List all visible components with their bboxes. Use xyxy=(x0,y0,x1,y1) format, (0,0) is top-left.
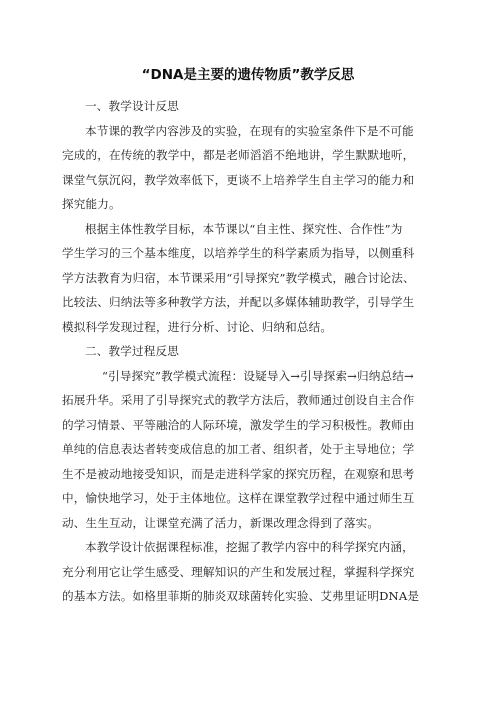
paragraph-line: 单纯的信息表达者转变成信息的加工者、组织者，处于主导地位；学 xyxy=(62,442,415,456)
paragraph-line: 模拟科学发现过程，进行分析、讨论、归纳和总结。 xyxy=(62,319,333,334)
paragraph-line: 学生学习的三个基本维度，以培养学生的科学素质为指导，以侧重科 xyxy=(62,246,415,260)
paragraph-line: 的基本方法。如格里菲斯的肺炎双球菌转化实验、艾弗里证明DNA是 xyxy=(62,589,420,603)
paragraph-line: 课堂气氛沉闷，教学效率低下，更谈不上培养学生自主学习的能力和 xyxy=(62,172,415,187)
paragraph-line: 完成的，在传统的教学中，都是老师滔滔不绝地讲，学生默默地听， xyxy=(62,148,415,162)
paragraph-line: 本节课的教学内容涉及的实验，在现有的实验室条件下是不可能 xyxy=(85,123,414,138)
paragraph-line: “引导探究”教学模式流程：设疑导入→引导探索→归纳总结→ xyxy=(102,368,414,383)
paragraph-line: 的学习情景、平等融洽的人际环境，激发学生的学习积极性。教师由 xyxy=(62,417,415,432)
paragraph-line: 本教学设计依据课程标准，挖掘了教学内容中的科学探究内涵， xyxy=(85,540,414,554)
section-heading-design: 一、教学设计反思 xyxy=(85,99,179,113)
section-heading-process: 二、教学过程反思 xyxy=(85,344,179,358)
paragraph-line: 生不是被动地接受知识，而是走进科学家的探究历程，在观察和思考 xyxy=(62,466,415,481)
paragraph-line: 根据主体性教学目标，本节课以“自主性、探究性、合作性”为 xyxy=(85,221,403,236)
paragraph-line: 动、生生互动，让课堂充满了活力，新课改理念得到了落实。 xyxy=(62,515,380,530)
document-title: “DNA是主要的遗传物质”教学反思 xyxy=(141,67,355,83)
paragraph-line: 探究能力。 xyxy=(62,197,121,211)
paragraph-line: 拓展升华。采用了引导探究式的教学方法后，教师通过创设自主合作 xyxy=(62,393,415,407)
document-body xyxy=(62,94,436,609)
paragraph-line: 中，愉快地学习，处于主体地位。这样在课堂教学过程中通过师生互 xyxy=(62,491,415,505)
paragraph-line: 比较法、归纳法等多种教学方法，并配以多媒体辅助教学，引导学生 xyxy=(62,295,415,309)
paragraph-line: 充分利用它让学生感受、理解知识的产生和发展过程，掌握科学探究 xyxy=(62,564,415,579)
paragraph-line: 学方法教育为归宿，本节课采用“引导探究”教学模式，融合讨论法、 xyxy=(62,270,415,285)
